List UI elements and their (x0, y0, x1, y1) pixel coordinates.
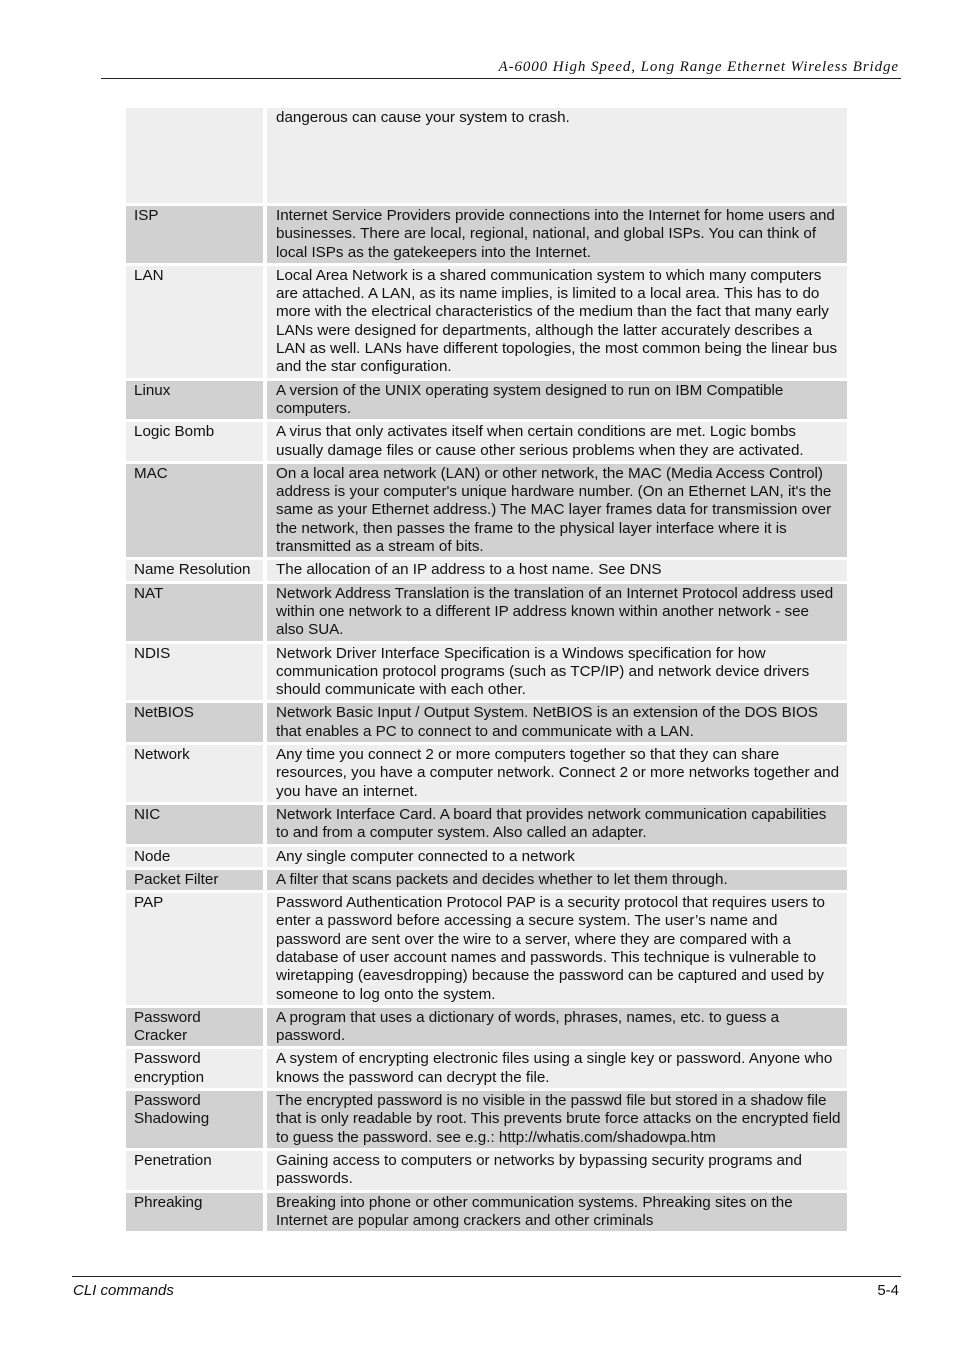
glossary-row (126, 108, 847, 203)
glossary-row (126, 1008, 847, 1047)
glossary-row (126, 893, 847, 1005)
glossary-term: NetBIOS (126, 703, 263, 742)
glossary-definition: A system of encrypting electronic files using a single key or password. Anyone who knows the password can decrypt the file. (267, 1049, 847, 1088)
glossary-row (126, 703, 847, 742)
glossary-definition: Network Basic Input / Output System. NetBIOS is an extension of the DOS BIOS that enables a PC to connect to and communicate with a LAN. (267, 703, 847, 742)
glossary-row (126, 584, 847, 641)
glossary-term: Password Shadowing (126, 1091, 263, 1148)
glossary-term: Penetration (126, 1151, 263, 1190)
glossary-row (126, 805, 847, 844)
glossary-row (126, 644, 847, 701)
page-number: 5-4 (877, 1282, 899, 1299)
glossary-row (126, 381, 847, 420)
glossary-row (126, 560, 847, 580)
glossary-row (126, 1151, 847, 1190)
glossary-definition: A filter that scans packets and decides whether to let them through. (267, 870, 847, 890)
glossary-term: Password Cracker (126, 1008, 263, 1047)
glossary-definition: Network Driver Interface Specification is a Windows specification for how communication protocol programs (such as TCP/IP) and network device drivers should communicate with each other. (267, 644, 847, 701)
glossary-term: ISP (126, 206, 263, 263)
glossary-definition: Any single computer connected to a network (267, 847, 847, 867)
glossary-definition: The allocation of an IP address to a host name. See DNS (267, 560, 847, 580)
glossary-row (126, 206, 847, 263)
footer-rule (72, 1276, 901, 1277)
glossary-table (126, 108, 847, 1234)
glossary-term: Node (126, 847, 263, 867)
glossary-row (126, 1193, 847, 1232)
glossary-term: MAC (126, 464, 263, 557)
glossary-term: Packet Filter (126, 870, 263, 890)
glossary-row (126, 266, 847, 378)
glossary-term: Password encryption (126, 1049, 263, 1088)
footer-section-title: CLI commands (73, 1282, 174, 1299)
glossary-definition: A version of the UNIX operating system designed to run on IBM Compatible computers. (267, 381, 847, 420)
glossary-term: NAT (126, 584, 263, 641)
glossary-definition: dangerous can cause your system to crash. (267, 108, 847, 203)
glossary-row (126, 464, 847, 557)
glossary-row (126, 870, 847, 890)
glossary-term: Phreaking (126, 1193, 263, 1232)
glossary-definition: Network Address Translation is the translation of an Internet Protocol address used within one network to a different IP address known within another network - see also SUA. (267, 584, 847, 641)
glossary-term: LAN (126, 266, 263, 378)
glossary-definition: Gaining access to computers or networks by bypassing security programs and passwords. (267, 1151, 847, 1190)
glossary-term: Name Resolution (126, 560, 263, 580)
glossary-term: NIC (126, 805, 263, 844)
glossary-term: Logic Bomb (126, 422, 263, 461)
glossary-term: NDIS (126, 644, 263, 701)
glossary-definition: A program that uses a dictionary of words, phrases, names, etc. to guess a password. (267, 1008, 847, 1047)
glossary-definition: Any time you connect 2 or more computers together so that they can share resources, you have a computer network. Connect 2 or more networks together and you have an internet. (267, 745, 847, 802)
glossary-row (126, 847, 847, 867)
glossary-definition: Internet Service Providers provide connections into the Internet for home users and businesses. There are local, regional, national, and global ISPs. You can think of local ISPs as the gatekeepers into the Internet. (267, 206, 847, 263)
glossary-term: Linux (126, 381, 263, 420)
glossary-definition: A virus that only activates itself when certain conditions are met. Logic bombs usually damage files or cause other serious problems when they are activated. (267, 422, 847, 461)
glossary-row (126, 1049, 847, 1088)
glossary-definition: Password Authentication Protocol PAP is a security protocol that requires users to enter a password before accessing a secure system. The user’s name and password are sent over the wire to a server, where they are compared with a database of user account names and passwords. This technique is vulnerable to wiretapping (eavesdropping) because the password can be captured and used by someone to log onto the system. (267, 893, 847, 1005)
glossary-term (126, 108, 263, 203)
running-header-title: A-6000 High Speed, Long Range Ethernet Wireless Bridge (498, 59, 899, 75)
glossary-definition: The encrypted password is no visible in the passwd file but stored in a shadow file that is only readable by root. This prevents brute force attacks on the encrypted field to guess the password. see e.g.: http://whatis.com/shadowpa.htm (267, 1091, 847, 1148)
glossary-definition: Network Interface Card. A board that provides network communication capabilities to and from a computer system. Also called an adapter. (267, 805, 847, 844)
header-rule (101, 78, 901, 79)
glossary-term: PAP (126, 893, 263, 1005)
glossary-row (126, 1091, 847, 1148)
glossary-row (126, 422, 847, 461)
glossary-definition: Local Area Network is a shared communication system to which many computers are attached. A LAN, as its name implies, is limited to a local area. This has to do more with the electrical characteristics of the medium than the fact that many early LANs were designed for departments, although the latter accurately describes a LAN as well. LANs have different topologies, the most common being the linear bus and the star configuration. (267, 266, 847, 378)
glossary-definition: Breaking into phone or other communication systems. Phreaking sites on the Internet are popular among crackers and other criminals (267, 1193, 847, 1232)
glossary-term: Network (126, 745, 263, 802)
glossary-row (126, 745, 847, 802)
glossary-definition: On a local area network (LAN) or other network, the MAC (Media Access Control) address is your computer's unique hardware number. (On an Ethernet LAN, it's the same as your Ethernet address.) The MAC layer frames data for transmission over the network, then passes the frame to the physical layer interface where it is transmitted as a stream of bits. (267, 464, 847, 557)
